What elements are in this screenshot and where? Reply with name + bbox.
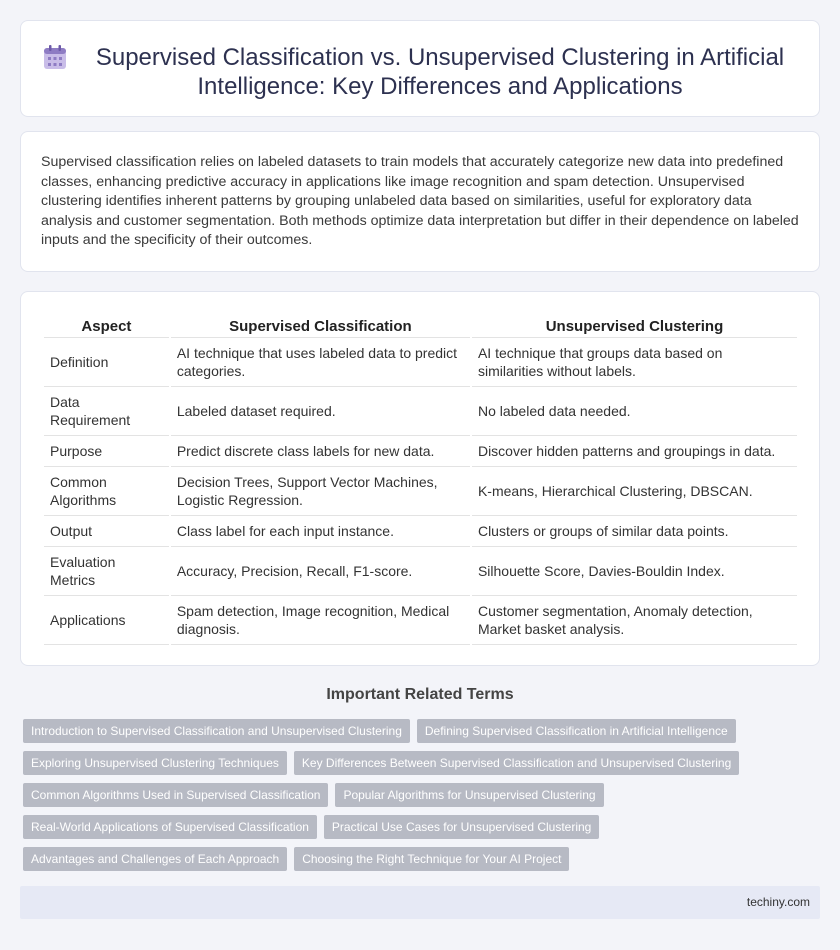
cell-unsupervised: Silhouette Score, Davies-Bouldin Index. bbox=[472, 547, 797, 596]
related-term-tag[interactable]: Real-World Applications of Supervised Classification bbox=[23, 815, 317, 839]
comparison-card bbox=[20, 291, 820, 666]
title-card bbox=[20, 20, 820, 117]
cell-supervised: Decision Trees, Support Vector Machines, Logistic Regression. bbox=[171, 467, 470, 516]
page-title: Supervised Classification vs. Unsupervised Clustering in Artificial Intelligence: Key Differences and Applications bbox=[95, 44, 785, 100]
cell-unsupervised: Clusters or groups of similar data points. bbox=[472, 516, 797, 547]
table-row bbox=[44, 436, 797, 467]
related-term-tag[interactable]: Practical Use Cases for Unsupervised Clustering bbox=[324, 815, 599, 839]
header-aspect: Aspect bbox=[44, 316, 169, 338]
cell-aspect: Definition bbox=[44, 338, 169, 387]
header-supervised: Supervised Classification bbox=[171, 316, 470, 338]
related-term-tag[interactable]: Key Differences Between Supervised Classification and Unsupervised Clustering bbox=[294, 751, 739, 775]
footer-brand[interactable]: techiny.com bbox=[746, 895, 810, 909]
related-term-tag[interactable]: Defining Supervised Classification in Artificial Intelligence bbox=[417, 719, 736, 743]
cell-aspect: Common Algorithms bbox=[44, 467, 169, 516]
cell-unsupervised: K-means, Hierarchical Clustering, DBSCAN. bbox=[472, 467, 797, 516]
cell-supervised: Class label for each input instance. bbox=[171, 516, 470, 547]
related-term-tag[interactable]: Advantages and Challenges of Each Approach bbox=[23, 847, 287, 871]
intro-paragraph: Supervised classification relies on labeled datasets to train models that accurately categorize new data into predefined classes, enhancing predictive accuracy in applications like image recognition and spam detection. Unsupervised clustering identifies inherent patterns by grouping unlabeled data based on similarities, useful for exploratory data analysis and customer segmentation. Both methods optimize data interpretation but differ in their dependence on labeled inputs and the specificity of their outcomes. bbox=[41, 154, 799, 249]
comparison-table bbox=[42, 316, 799, 645]
table-row bbox=[44, 467, 797, 516]
table-row bbox=[44, 387, 797, 436]
table-row bbox=[44, 596, 797, 645]
related-terms-heading: Important Related Terms bbox=[326, 686, 514, 703]
related-term-tag[interactable]: Common Algorithms Used in Supervised Classification bbox=[23, 783, 328, 807]
cell-aspect: Evaluation Metrics bbox=[44, 547, 169, 596]
cell-unsupervised: Discover hidden patterns and groupings in data. bbox=[472, 436, 797, 467]
footer bbox=[20, 886, 820, 919]
cell-supervised: AI technique that uses labeled data to predict categories. bbox=[171, 338, 470, 387]
related-term-tag[interactable]: Exploring Unsupervised Clustering Techniques bbox=[23, 751, 287, 775]
cell-aspect: Purpose bbox=[44, 436, 169, 467]
table-row bbox=[44, 516, 797, 547]
cell-aspect: Output bbox=[44, 516, 169, 547]
cell-aspect: Applications bbox=[44, 596, 169, 645]
related-term-tag[interactable]: Popular Algorithms for Unsupervised Clustering bbox=[335, 783, 603, 807]
cell-aspect: Data Requirement bbox=[44, 387, 169, 436]
cell-supervised: Labeled dataset required. bbox=[171, 387, 470, 436]
related-term-tag[interactable]: Introduction to Supervised Classification and Unsupervised Clustering bbox=[23, 719, 410, 743]
cell-supervised: Accuracy, Precision, Recall, F1-score. bbox=[171, 547, 470, 596]
cell-unsupervised: No labeled data needed. bbox=[472, 387, 797, 436]
cell-unsupervised: AI technique that groups data based on similarities without labels. bbox=[472, 338, 797, 387]
cell-unsupervised: Customer segmentation, Anomaly detection, Market basket analysis. bbox=[472, 596, 797, 645]
cell-supervised: Predict discrete class labels for new data. bbox=[171, 436, 470, 467]
table-row bbox=[44, 547, 797, 596]
intro-card bbox=[20, 131, 820, 272]
related-terms-list bbox=[23, 719, 803, 879]
related-term-tag[interactable]: Choosing the Right Technique for Your AI Project bbox=[294, 847, 569, 871]
header-unsupervised: Unsupervised Clustering bbox=[472, 316, 797, 338]
cell-supervised: Spam detection, Image recognition, Medical diagnosis. bbox=[171, 596, 470, 645]
table-row bbox=[44, 338, 797, 387]
